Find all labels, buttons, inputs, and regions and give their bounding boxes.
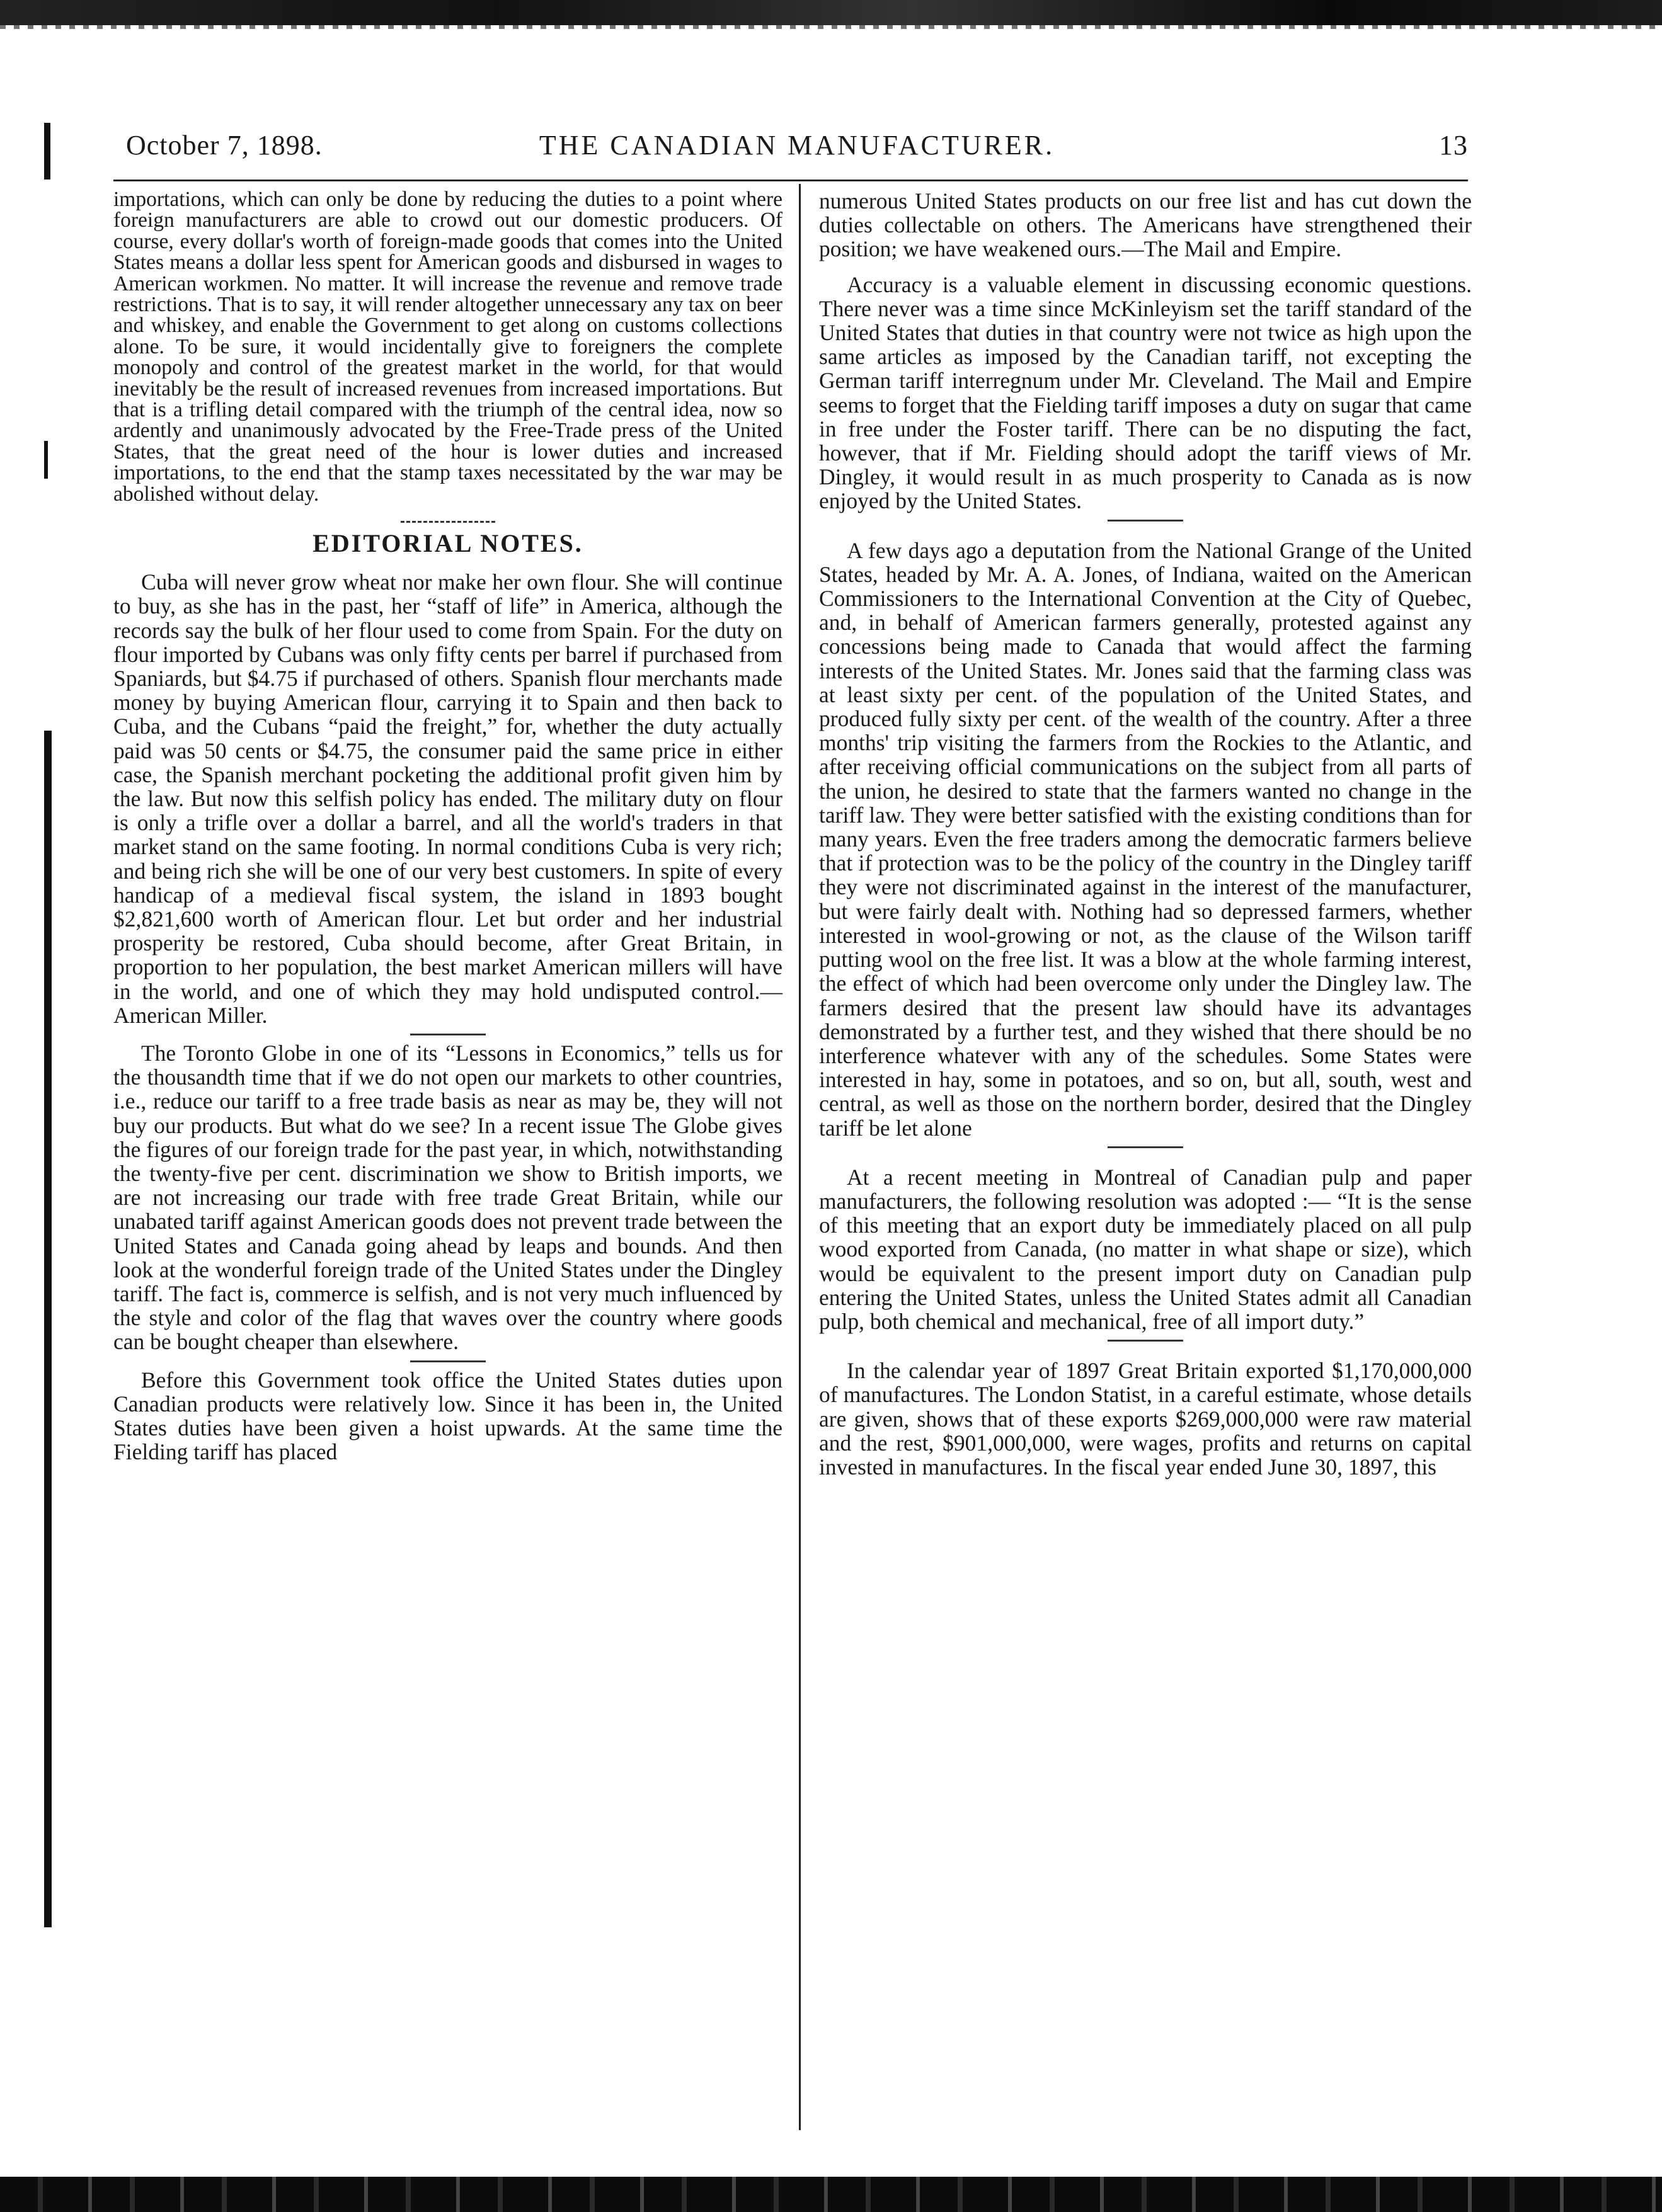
grange-note: A few days ago a deputation from the National Grange of the United States, headed by Mr. A. A. Jones, of Indiana, waited on the American Commissioners to the International Convention at the City of Quebec, and, in behalf of American farmers generally, protested against any concessions being made to Canada that would affect the farming interests of the United States. Mr. Jones said that the farming class was at least sixty per cent. of the population of the United States, and produced fully sixty per cent. of the wealth of the country. After a three months' trip visiting the farmers from the Rockies to the Atlantic, and after receiving official communications on the subject from all parts of the union, he desired to state that the farmers wanted no change in the tariff law. They were better satisfied with the existing conditions than for many years. Even the free traders among the democratic farmers believe that if protection was to be the policy of the country in the Dingley tariff they were not discriminated against in the interest of the manufacturer, but were fairly dealt with. Nothing had so depressed farmers, whether interested in wool-growing or not, as the clause of the Wilson tariff putting wool on the free list. It was a blow at the whole farming interest, the effect of which had been overcome only under the Dingley law. The farmers desired that the present law should have its advantages demonstrated by a further test, and they wished that there should be no interference whatever with any of the schedules. Some States were interested in hay, some in potatoes, and so on, but all, south, west and central, as well as those on the northern border, desired that the Dingley tariff be let alone [819,537,1472,1141]
note-divider [113,1354,782,1368]
scan-margin-mark [44,441,48,479]
scan-edge-top [0,0,1662,25]
britain-note: In the calendar year of 1897 Great Britain exported $1,170,000,000 of manufactures. The London Statist, in a careful estimate, whose details are given, shows that of these exports $269,000,000 were raw material and the rest, $901,000,000, were wages, profits and returns on capital invested in manufactures. In the fiscal year ended June 30, 1897, this [819,1358,1472,1479]
header-rule [113,180,1468,181]
spacer [819,1154,1472,1165]
left-column [113,189,782,1464]
spacer [819,1347,1472,1359]
spacer [819,527,1472,539]
government-note: Before this Government took office the United States duties upon Canadian products were relatively low. Since it has been in, the United States duties have been given a hoist upwards. At the same time the Fielding tariff has placed [113,1367,782,1465]
note-divider [819,1333,1472,1347]
continued-paragraph: numerous United States products on our free list and has cut down the duties collectable on others. The Americans have strengthened their position; we have weakened ours.—The Mail and Empire. [819,188,1472,262]
spacer [113,559,782,570]
section-divider [113,515,782,528]
column-rule [799,184,801,2130]
scan-margin-mark [44,123,50,180]
note-divider [819,1140,1472,1154]
cuba-note: Cuba will never grow wheat nor make her own flour. She will continue to buy, as she has in the past, her “staff of life” in America, although the records say the bulk of her flour used to come from Spain. For the duty on flour imported by Cubans was only fifty cents per barrel if purchased from Spaniards, but $4.75 if purchased of others. Spanish flour merchants made money by buying American flour, carrying it to Spain and then back to Cuba, and the Cubans “paid the freight,” for, whether the duty actually paid was 50 cents or $4.75, the consumer paid the same price in either case, the Spanish merchant pocketing the additional profit given him by the law. But now this selfish policy has ended. The military duty on flour is only a trifle over a dollar a barrel, and all the world's traders in that market stand on the same footing. In normal conditions Cuba is very rich; and being rich she will be one of our very best customers. In spite of every handicap of a medieval fiscal system, the island in 1893 bought $2,821,600 worth of American flour. Let but order and her industrial prosperity be restored, Cuba should become, after Great Britain, in proportion to her population, the best market American millers will have in the world, and one of which they may hold undisputed control.—American Miller. [113,569,782,1028]
running-head [126,129,1468,173]
pulp-note: At a recent meeting in Montreal of Canadian pulp and paper manufacturers, the following resolution was adopted :— “It is the sense of this meeting that an export duty be immediately placed on all pulp wood exported from Canada, (no matter in what shape or size), which would be equivalent to the present import duty on Canadian pulp entering the United States, unless the United States admit all Canadian pulp, both chemical and mechanical, free of all import duty.” [819,1164,1472,1334]
spacer [819,261,1472,273]
publication-title: THE CANADIAN MANUFACTURER. [539,130,1055,161]
accuracy-note: Accuracy is a valuable element in discussing economic questions. There never was a time since McKinleyism set the tariff standard of the United States that duties in that country were not twice as high upon the same articles as imposed by the Canadian tariff, not excepting the German tariff interregnum under Mr. Cleveland. The Mail and Empire seems to forget that the Fielding tariff imposes a duty on sugar that came in free under the Foster tariff. There can be no disputing the fact, however, that if Mr. Fielding should adopt the tariff views of Mr. Dingley, it would result in as much prosperity to Canada as is now enjoyed by the United States. [819,271,1472,514]
scan-edge-bottom [0,2177,1662,2212]
note-divider [113,1027,782,1041]
issue-date: October 7, 1898. [126,130,323,161]
right-column [819,189,1472,1479]
continued-paragraph: importations, which can only be done by reducing the duties to a point where foreign manufacturers are able to crowd out our domestic producers. Of course, every dollar's worth of foreign-made goods that comes into the United States means a dollar less spent for American goods and disbursed in wages to American workmen. No matter. It will increase the revenue and remove trade restrictions. That is to say, it will render altogether unnecessary any tax on beer and whiskey, and enable the Government to get along on customs collections alone. To be sure, it would incidentally give to foreigners the complete monopoly and control of the greatest market in the world, for that would inevitably be the result of increased revenues from increased importations. But that is a trifling detail compared with the triumph of the central idea, now so ardently and unanimously advocated by the Free-Trade press of the United States, that the great need of the hour is lower duties and increased importations, to the end that the stamp taxes necessitated by the war may be abolished without delay. [113,188,782,506]
scan-margin-mark [44,731,52,1927]
section-heading: EDITORIAL NOTES. [312,529,583,558]
globe-note: The Toronto Globe in one of its “Lessons in Economics,” tells us for the thousandth time that if we do not open our markets to other countries, i.e., reduce our tariff to a free trade basis as near as may be, they will not buy our products. But what do we see? In a recent issue The Globe gives the figures of our foreign trade for the past year, in which, notwithstanding the twenty-five per cent. discrimination we show to British imports, we are not increasing our trade with free trade Great Britain, while our unabated tariff against American goods does not prevent trade between the United States and Canada going ahead by leaps and bounds. And then look at the wonderful foreign trade of the United States under the Dingley tariff. The fact is, commerce is selfish, and is not very much influenced by the style and color of the flag that waves over the country where goods can be bought cheaper than elsewhere. [113,1040,782,1355]
note-divider [819,513,1472,527]
page-number: 13 [1439,130,1468,161]
